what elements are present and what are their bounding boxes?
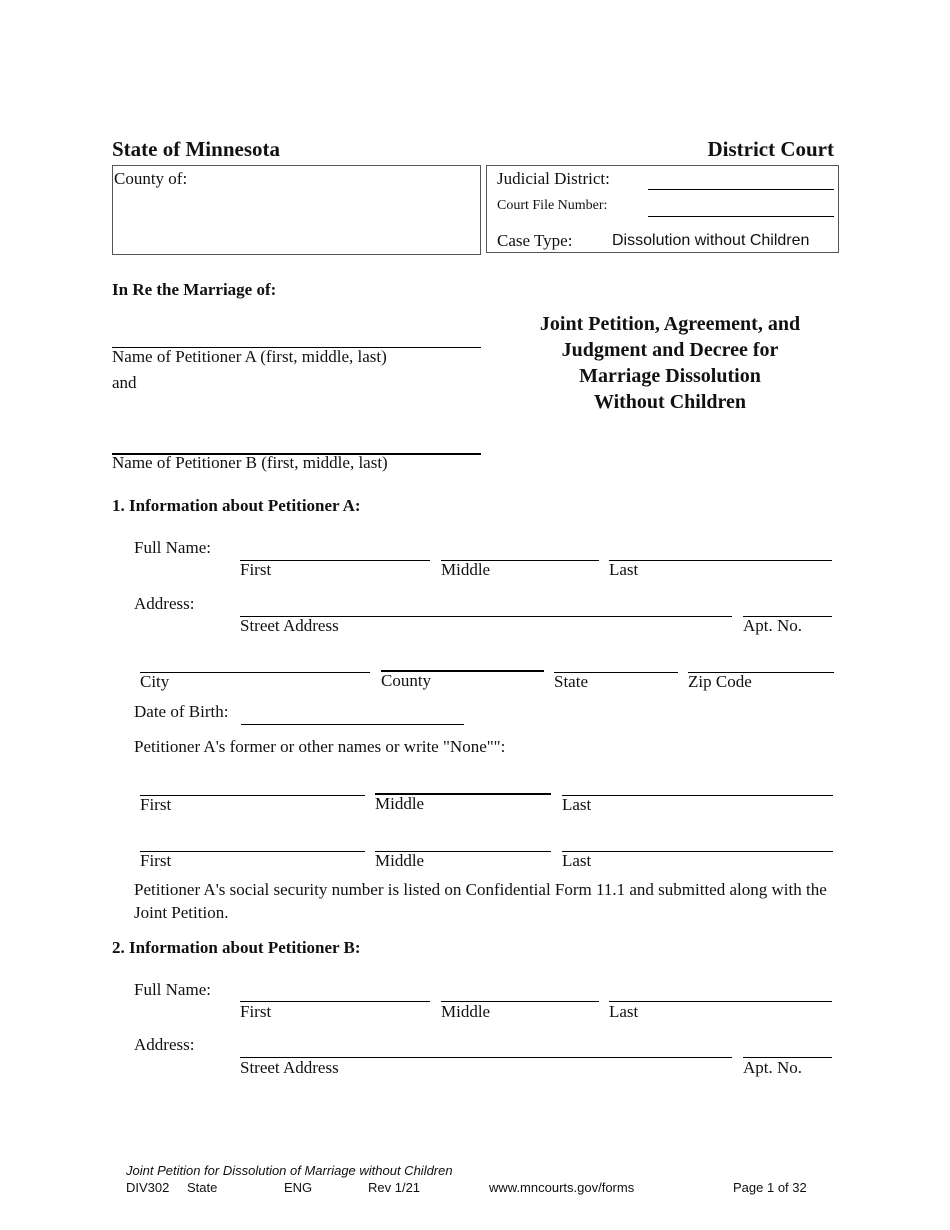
middle-label: Middle bbox=[375, 851, 425, 870]
former-first-field-2[interactable] bbox=[140, 851, 365, 852]
apt-label: Apt. No. bbox=[743, 616, 803, 635]
file-number-field[interactable] bbox=[648, 216, 834, 217]
state-label: State bbox=[554, 672, 588, 691]
title-line: Marriage Dissolution bbox=[579, 365, 761, 387]
street-label: Street Address bbox=[240, 1058, 339, 1077]
street-label: Street Address bbox=[240, 616, 339, 635]
dob-label: Date of Birth: bbox=[134, 702, 229, 721]
court-heading: District Court bbox=[707, 137, 834, 161]
case-info-box bbox=[486, 165, 839, 253]
full-name-label: Full Name: bbox=[134, 980, 211, 999]
county-label: County of: bbox=[114, 169, 188, 188]
in-re-heading: In Re the Marriage of: bbox=[112, 280, 277, 299]
file-number-label: Court File Number: bbox=[497, 198, 608, 213]
address-label: Address: bbox=[134, 594, 195, 613]
a-dob-field[interactable] bbox=[241, 724, 464, 725]
city-label: City bbox=[140, 672, 170, 691]
footer-url[interactable]: www.mncourts.gov/forms bbox=[489, 1180, 635, 1195]
footer-revision: Rev 1/21 bbox=[368, 1180, 421, 1195]
title-line: Joint Petition, Agreement, and bbox=[539, 313, 801, 335]
former-last-field-2[interactable] bbox=[562, 851, 833, 852]
footer-form-code: DIV302 bbox=[126, 1180, 170, 1195]
first-label: First bbox=[140, 851, 172, 870]
zip-label: Zip Code bbox=[688, 672, 752, 691]
footer-page-number: Page 1 of 32 bbox=[733, 1180, 807, 1195]
footer-jurisdiction: State bbox=[187, 1180, 218, 1195]
last-label: Last bbox=[562, 795, 592, 814]
and-label: and bbox=[112, 373, 137, 392]
petitioner-a-name-label: Name of Petitioner A (first, middle, last) bbox=[112, 347, 387, 366]
last-label: Last bbox=[609, 1002, 639, 1021]
first-label: First bbox=[240, 560, 272, 579]
former-first-field[interactable] bbox=[140, 795, 365, 796]
section-1-heading: 1. Information about Petitioner A: bbox=[112, 496, 361, 515]
first-label: First bbox=[140, 795, 172, 814]
section-2-heading: 2. Information about Petitioner B: bbox=[112, 938, 361, 957]
address-label: Address: bbox=[134, 1035, 195, 1054]
county-box[interactable] bbox=[112, 165, 481, 255]
a-city-field[interactable] bbox=[140, 672, 370, 673]
a-last-name-field[interactable] bbox=[609, 560, 832, 561]
document-title bbox=[495, 311, 845, 415]
full-name-label: Full Name: bbox=[134, 538, 211, 557]
b-last-name-field[interactable] bbox=[609, 1001, 832, 1002]
former-names-label: Petitioner A's former or other names or write "None"": bbox=[134, 737, 506, 756]
state-heading: State of Minnesota bbox=[112, 137, 280, 161]
middle-label: Middle bbox=[441, 1002, 491, 1021]
last-label: Last bbox=[609, 560, 639, 579]
petitioner-b-name-label: Name of Petitioner B (first, middle, last) bbox=[112, 453, 388, 472]
title-line: Without Children bbox=[593, 391, 747, 413]
case-type-value: Dissolution without Children bbox=[612, 232, 810, 249]
title-line: Judgment and Decree for bbox=[561, 339, 779, 361]
apt-label: Apt. No. bbox=[743, 1058, 803, 1077]
footer-language: ENG bbox=[284, 1180, 313, 1195]
county-field-label: County bbox=[381, 671, 432, 690]
middle-label: Middle bbox=[441, 560, 491, 579]
ssn-note: Petitioner A's social security number is listed on Confidential Form 11.1 and submitted along with the Joint Petition. bbox=[134, 880, 827, 922]
district-label: Judicial District: bbox=[497, 169, 610, 188]
former-last-field[interactable] bbox=[562, 795, 833, 796]
last-label: Last bbox=[562, 851, 592, 870]
district-field[interactable] bbox=[648, 189, 834, 190]
case-type-label: Case Type: bbox=[497, 231, 573, 250]
first-label: First bbox=[240, 1002, 272, 1021]
middle-label: Middle bbox=[375, 794, 425, 813]
footer-form-title: Joint Petition for Dissolution of Marriage without Children bbox=[126, 1163, 453, 1178]
